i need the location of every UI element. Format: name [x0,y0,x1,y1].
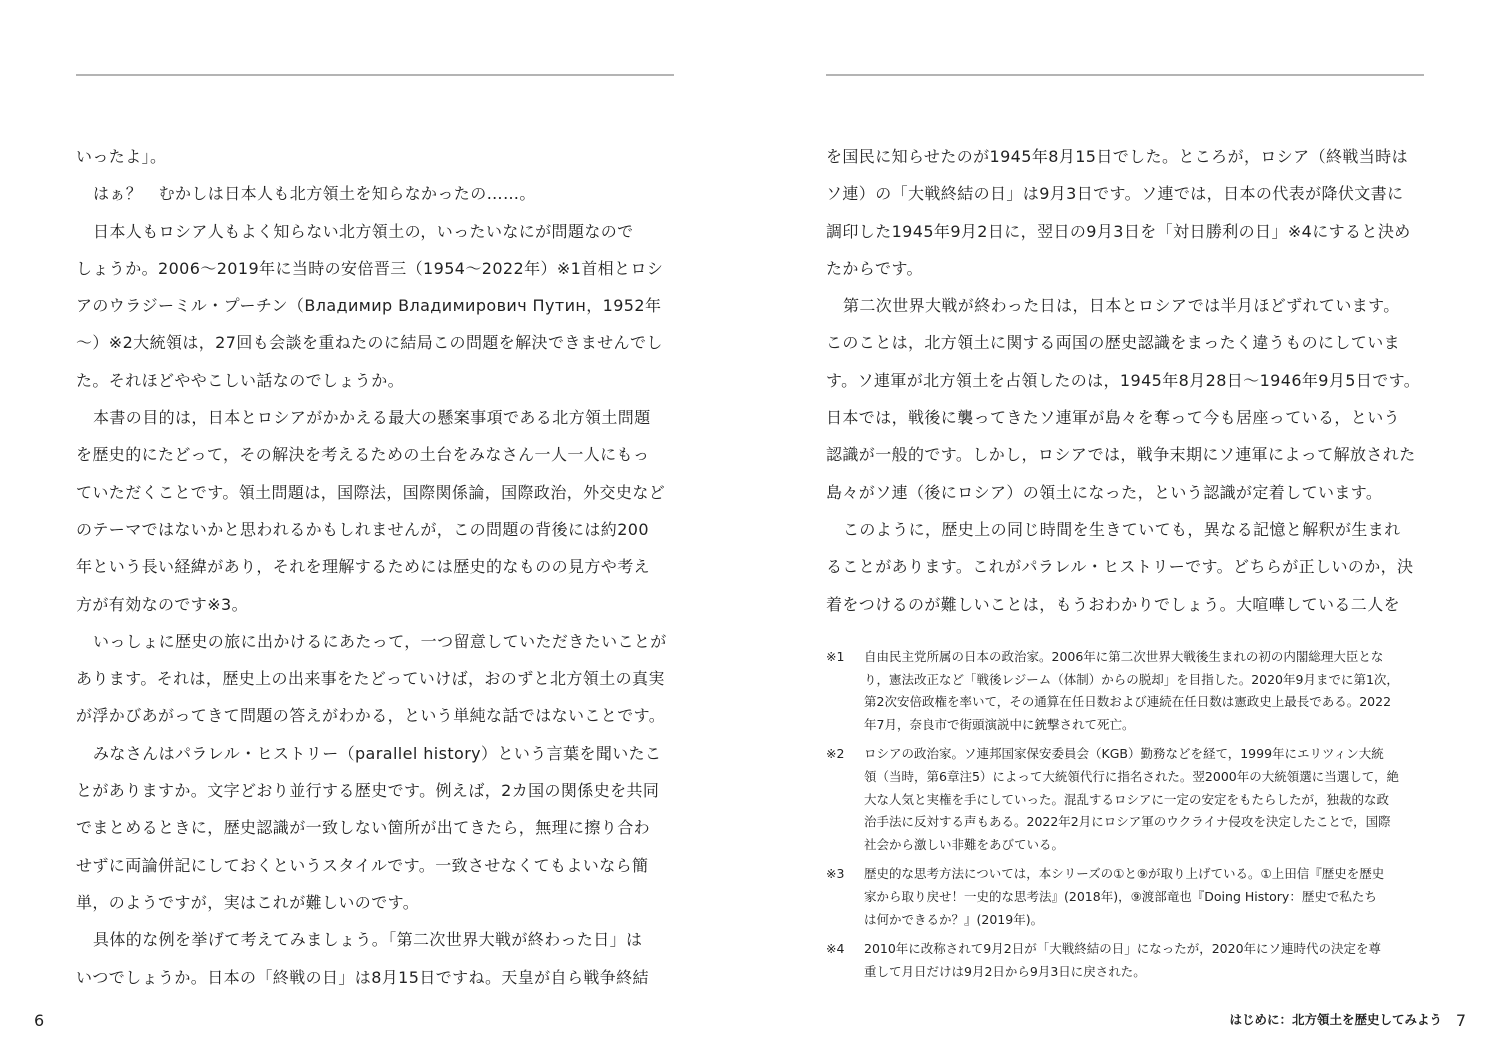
text-line: を国民に知らせたのが1945年8月15日でした。ところが，ロシア（終戦当時は [826,147,1408,166]
top-rule [76,74,674,76]
text-line: このように，歴史上の同じ時間を生きていても，異なる記憶と解釈が生まれ [843,519,1401,539]
footnote-mark: ※3 [826,866,845,882]
page-number: 7 [1455,1011,1466,1030]
text-line: 島々がソ連（後にロシア）の領土になった，という認識が定着しています。 [826,482,1383,502]
text-line: ることがあります。これがパラレル・ヒストリーです。どちらが正しいのか，決 [826,557,1414,577]
text-line: 調印した1945年9月2日に，翌日の9月3日を「対日勝利の日」※4にすると決め [826,221,1411,241]
footnote-mark: ※1 [826,649,845,664]
text-line: のテーマではないかと思われるかもしれませんが，この問題の背後には約200 [76,519,649,539]
text-line: 認識が一般的です。しかし，ロシアでは，戦争末期にソ連軍によって解放された [826,445,1416,465]
text-line: いっしょに歴史の旅に出かけるにあたって，一つ留意していただきたいことが [93,631,667,651]
text-line: いったよ」。 [76,147,167,166]
running-footer: はじめに：北方領土を歴史してみよう [1229,1012,1442,1027]
text-line: 着をつけるのが難しいことは，もうおわかりでしょう。大喧嘩している二人を [826,594,1401,614]
footnote-line: 大な人気と実権を手にしていった。混乱するロシアに一定の安定をもたらしたが，独裁的な政 [864,791,1390,807]
footnote-line: 2010年に改称されて9月2日が「大戦終結の日」になったが，2020年にソ連時代の決定を尊 [864,941,1382,957]
footnote-line: 家から取り戻せ！一史的な思考法』(2018年)，⑨渡部竜也『Doing History：歴史で私たち [864,888,1377,904]
footnote-line: 治手法に反対する声もある。2022年2月にロシア軍のウクライナ侵攻を決定したことで，国際 [864,814,1391,830]
footnote-line: ロシアの政治家。ソ連邦国家保安委員会（KGB）勤務などを経て，1999年にエリツィン大統 [864,746,1384,762]
text-line: 単，のようですが，実はこれが難しいのです。 [76,892,420,912]
text-line: 本書の目的は，日本とロシアがかかえる最大の懸案事項である北方領土問題 [93,408,651,428]
footnote-line: 年7月，奈良市で街頭演説中に銃撃されて死亡。 [864,716,1135,732]
top-rule [826,74,1424,76]
text-line: ソ連）の「大戦終結の日」は9月3日です。ソ連では，日本の代表が降伏文書に [826,184,1404,204]
text-line: を歴史的にたどって，その解決を考えるための土台をみなさん一人一人にもっ [76,445,650,465]
body-text [76,138,674,996]
text-line: いつでしょうか。日本の「終戦の日」は8月15日ですね。天皇が自ら戦争終結 [76,967,649,987]
text-line: このことは，北方領土に関する両国の歴史認識をまったく違うものにしていま [826,333,1401,353]
footnote-mark: ※2 [826,746,845,762]
footnote-line: 重して月日だけは9月2日から9月3日に戻された。 [864,963,1146,979]
footnote-line: 領（当時，第6章注5）によって大統領代行に指名された。翌2000年の大統領選に当選して，絶 [864,768,1399,784]
text-line: せずに両論併記にしておくというスタイルです。一致させなくてもよいなら簡 [76,855,649,875]
text-line: 日本人もロシア人もよく知らない北方領土の，いったいなにが問題なので [93,221,634,241]
footnote [826,863,1426,931]
text-line: 〜）※2大統領は，27回も会談を重ねたのに結局この問題を解決できませんでし [76,333,663,353]
footnote [826,938,1426,983]
text-line: とがありますか。文字どおり並行する歴史です。例えば，2カ国の関係史を共同 [76,781,660,801]
text-line: 年という長い経緯があり，それを理解するためには歴史的なものの見方や考え [76,557,651,577]
footnote-line: 歴史的な思考方法については，本シリーズの①と⑨が取り上げている。①上田信『歴史を歴史 [864,866,1385,882]
text-line: はぁ？ むかしは日本人も北方領土を知らなかったの……。 [93,184,536,204]
right-page [750,0,1500,1064]
footnote-line: 第2次安倍政権を率いて，その通算在任日数および連続在任日数は憲政史上最長である。2022 [864,694,1392,710]
footnote [826,743,1426,856]
footnote-line: は何かできるか？』(2019年)。 [864,911,1044,927]
text-line: ていただくことです。領土問題は，国際法，国際関係論，国際政治，外交史など [76,482,666,502]
footnotes [826,646,1426,990]
text-line: あります。それは，歴史上の出来事をたどっていけば，おのずと北方領土の真実 [76,669,665,689]
text-line: たからです。 [826,258,923,278]
page-number: 6 [34,1011,45,1030]
text-line: す。ソ連軍が北方領土を占領したのは，1945年8月28日〜1946年9月5日です。 [826,370,1421,390]
text-line: が浮かびあがってきて問題の答えがわかる，という単純な話ではないことです。 [76,706,666,726]
text-line: でまとめるときに，歴史認識が一致しない箇所が出てきたら，無理に擦り合わ [76,818,651,838]
footnote-mark: ※4 [826,941,845,957]
text-line: アのウラジーミル・プーチン（Владимир Владимирович Путин，1952年 [76,296,662,316]
footnote-line: 社会から激しい非難をあびている。 [864,836,1065,852]
text-line: 具体的な例を挙げて考えてみましょう。「第二次世界大戦が終わった日」は [93,930,643,950]
text-line: しょうか。2006〜2019年に当時の安倍晋三（1954〜2022年）※1首相とロシ [76,258,664,278]
text-line: た。それほどややこしい話なのでしょうか。 [76,370,405,390]
footnote-line: り，憲法改正など「戦後レジーム（体制）からの脱却」を目指した。2020年9月までに第1次， [864,671,1399,687]
body-text [826,138,1424,623]
text-line: 日本では，戦後に襲ってきたソ連軍が島々を奪って今も居座っている，という [826,408,1401,428]
text-line: 方が有効なのです※3。 [76,594,248,614]
footnote-line: 自由民主党所属の日本の政治家。2006年に第二次世界大戦後生まれの初の内閣総理大臣とな [864,649,1384,664]
footnote [826,646,1426,736]
text-line: みなさんはパラレル・ヒストリー（parallel history）という言葉を聞いたこ [93,743,662,763]
text-line: 第二次世界大戦が終わった日は，日本とロシアでは半月ほどずれています。 [843,296,1400,316]
